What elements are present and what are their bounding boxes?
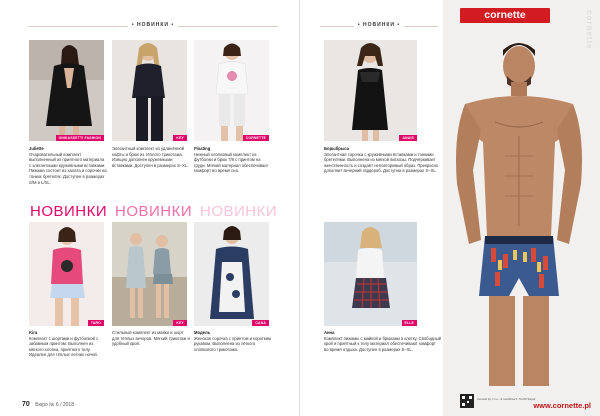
brand-tag: ANAIS [399, 135, 417, 141]
model-pink-top-image [29, 222, 104, 326]
product-description [29, 330, 107, 358]
product-text: Комплект с шортами и футболкой с забавным принтом. Выполнен из мягкого хлопка, приятного телу. Идеален для тёплых летних ночей. [29, 335, 99, 358]
product-text: Нежный хлопковый комплект из футболки и брюк 7/8 с принтом на груди. Мягкий материал обеспечивает комфорт во время сна. [194, 151, 269, 174]
novinki-word: НОВИНКИ [115, 203, 193, 220]
brand-tag: CANA [252, 320, 269, 326]
product-photo [324, 222, 417, 326]
brand-tag: ELLE [402, 320, 417, 326]
section-header-label: • НОВИНКИ • [128, 22, 178, 28]
brand-tag: UNIKASSETTI FASHION [56, 135, 104, 141]
product-description [29, 146, 107, 185]
product-photo [194, 222, 269, 326]
model-black-set-image [112, 40, 187, 141]
product-text: Стильный комплект из майки и шорт для тёплых вечеров. Мягкий трикотаж и удобный крой. [112, 330, 190, 347]
product-title: Kira [29, 330, 38, 335]
model-black-robe-image [29, 40, 104, 141]
product-photo [29, 40, 104, 141]
product-photo [112, 40, 187, 141]
cornette-advertisement [443, 0, 600, 416]
brand-tag: KEY [173, 135, 187, 141]
product-text: Очаровательный комплект выполненный из приятного материала с элегантными кружевными вставками. Пижама состоит из халата и сорочки на тонких бретелях. Доступен в размерах S/M и L/XL. [29, 151, 107, 185]
brand-tag: CORNETTE [243, 135, 269, 141]
qr-code-icon [460, 394, 474, 408]
website-link[interactable]: www.cornette.pl [533, 401, 591, 410]
models-beach-image [112, 222, 187, 326]
product-photo [29, 222, 104, 326]
product-description [112, 146, 190, 168]
model-black-slip-image [324, 40, 417, 141]
product-text: Элегантный комплект из удлинённой кофты и брюк из тёплого трикотажа. Изящно дополнен кружевными вставками. Доступен в размерах S–XL. [112, 146, 189, 168]
product-text: Женская сорочка с принтом и коротким рукавом. Выполнена из лёгкого хлопкового трикотажа. [194, 335, 271, 352]
product-photo [324, 40, 417, 141]
model-white-set-image [194, 40, 269, 141]
brand-tag: KEY [173, 320, 187, 326]
product-description [324, 146, 441, 174]
novinki-banner [30, 203, 298, 219]
company-address: Cornette Sp. z o.o., ul. Handlowa 5, 76-200 Słupsk [477, 398, 536, 401]
product-title: Анна [324, 330, 335, 335]
page-number: 70 [22, 401, 30, 408]
section-header-label: • НОВИНКИ • [354, 22, 404, 28]
product-title: Floating [194, 146, 211, 151]
section-header [28, 22, 278, 30]
product-description [112, 330, 190, 347]
brand-tag: TARO [88, 320, 104, 326]
product-title: Juliette [29, 146, 44, 151]
novinki-word: НОВИНКИ [200, 203, 278, 220]
product-description [194, 146, 272, 174]
product-text: Элегантная сорочка с кружевными вставками и тонкими бретелями. Выполнена из мягкой вискозы. Подчёркивает женственность и создаёт неповторимый образ. Прекрасно дополнит вечерний гардероб. Доступна в размерах S–XL. [324, 151, 439, 174]
issue-label: Бюро № 6 / 2018 [35, 402, 74, 408]
cornette-vertical-logo: cornette [585, 10, 594, 50]
product-photo [194, 40, 269, 141]
product-text: Комплект пижамы с майкой и брюками в клетку. Свободный крой и приятный к телу материал обеспечивают комфорт во время отдыха. Доступен в размерах S–XL. [324, 335, 441, 352]
model-blue-nightdress-image [194, 222, 269, 326]
product-title: Борыбрыса [324, 146, 350, 151]
male-model-underwear-image [443, 26, 600, 416]
cornette-logo: cornette [460, 8, 550, 23]
novinki-word: НОВИНКИ [30, 203, 108, 220]
product-photo [112, 222, 187, 326]
page-footer [22, 401, 74, 408]
model-plaid-pyjama-image [324, 222, 417, 326]
product-description [194, 330, 272, 352]
section-header [320, 22, 438, 30]
product-description [324, 330, 441, 352]
product-title: Модель [194, 330, 211, 335]
